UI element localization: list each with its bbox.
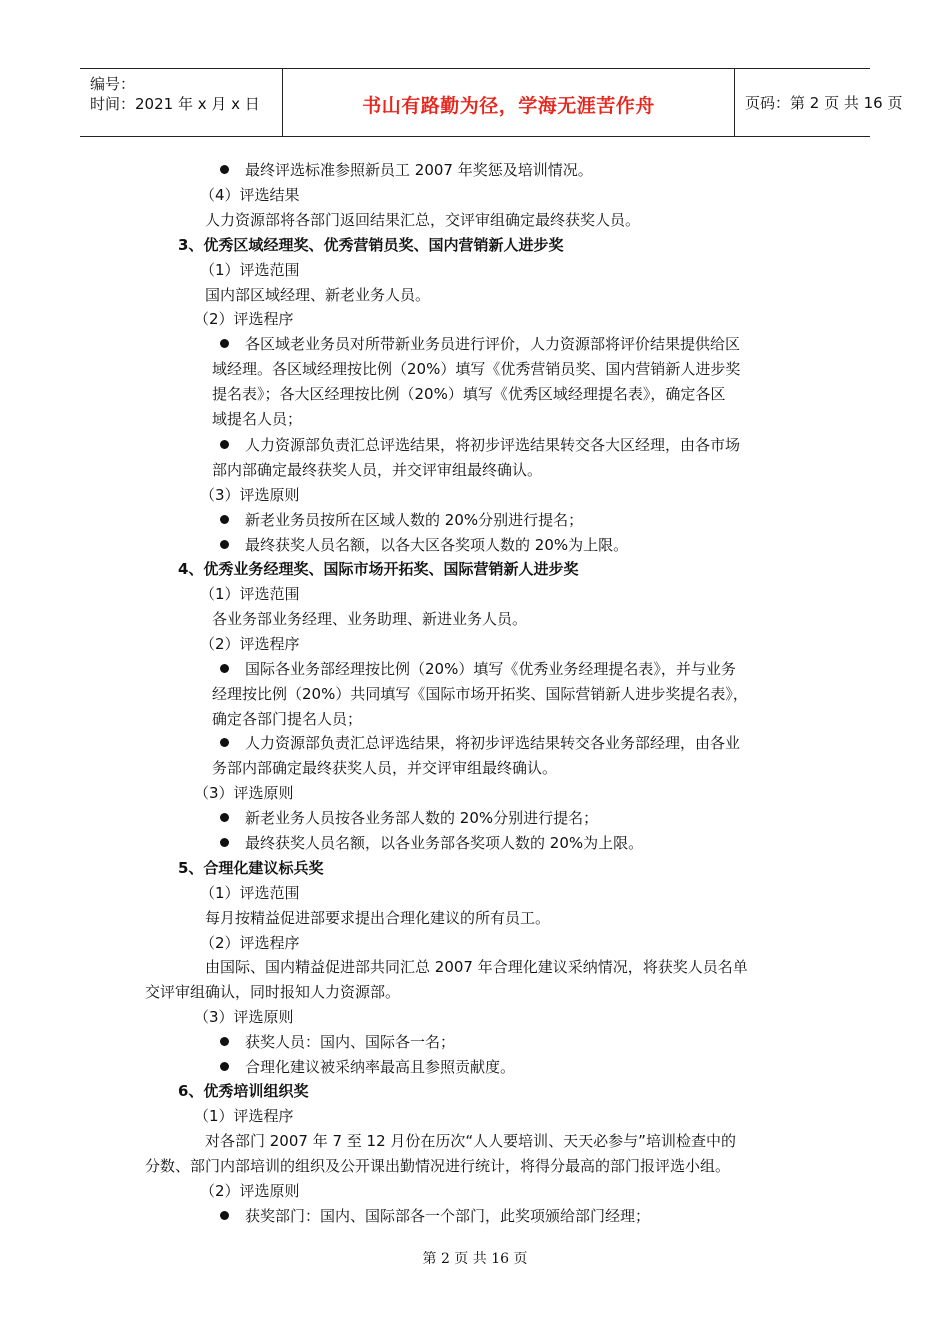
body-line: 获奖人员：国内、国际各一名； [245, 1033, 456, 1051]
body-line: 各业务部业务经理、业务助理、新进业务人员。 [212, 610, 528, 628]
body-line: 部内部确定最终获奖人员，并交评审组最终确认。 [212, 461, 543, 479]
subheading: （2）评选原则 [200, 1182, 300, 1200]
body-line: 人力资源部将各部门返回结果汇总，交评审组确定最终获奖人员。 [205, 211, 641, 229]
header-page-cell [735, 69, 903, 136]
subheading: （1）评选范围 [200, 261, 300, 279]
header-page-info: 页码：第 2 页 共 16 页 [745, 94, 903, 112]
subheading: （3）评选原则 [200, 486, 300, 504]
bullet-icon [220, 540, 229, 549]
body-line: 新老业务人员按各业务部人数的 20%分别进行提名； [245, 809, 599, 827]
body-line: 国际各业务部经理按比例（20%）填写《优秀业务经理提名表》，并与业务 [245, 660, 736, 678]
bullet-icon [220, 738, 229, 747]
body-line: 人力资源部负责汇总评选结果，将初步评选结果转交各大区经理，由各市场 [245, 436, 741, 454]
body-line: 域经理。各区域经理按比例（20%）填写《优秀营销员奖、国内营销新人进步奖 [212, 360, 741, 378]
body-line: 各区域老业务员对所带新业务员进行评价，人力资源部将评价结果提供给区 [245, 335, 741, 353]
body-line: 对各部门 2007 年 7 至 12 月份在历次“人人要培训、天天必参与”培训检查中的 [205, 1132, 736, 1150]
bullet-icon [220, 339, 229, 348]
body-line: 交评审组确认，同时报知人力资源部。 [145, 983, 401, 1001]
bullet-icon [220, 165, 229, 174]
body-line: 提名表》；各大区经理按比例（20%）填写《优秀区域经理提名表》，确定各区 [212, 385, 726, 403]
subheading: （1）评选范围 [200, 585, 300, 603]
bullet-icon [220, 440, 229, 449]
body-line: 最终获奖人员名额，以各业务部各奖项人数的 20%为上限。 [245, 834, 644, 852]
bullet-icon [220, 838, 229, 847]
subheading: （3）评选原则 [194, 784, 294, 802]
body-line: 新老业务员按所在区域人数的 20%分别进行提名； [245, 511, 584, 529]
body-line: 最终评选标准参照新员工 2007 年奖惩及培训情况。 [245, 161, 593, 179]
bullet-icon [220, 1211, 229, 1220]
doc-date-label: 时间：2021 年 x 月 x 日 [90, 95, 260, 113]
bullet-icon [220, 813, 229, 822]
body-line: 获奖部门：国内、国际部各一个部门，此奖项颁给部门经理； [245, 1207, 651, 1225]
section-5-title: 5、合理化建议标兵奖 [178, 859, 324, 877]
subheading: （2）评选程序 [200, 635, 300, 653]
subheading: （2）评选程序 [194, 310, 294, 328]
body-line: 人力资源部负责汇总评选结果，将初步评选结果转交各业务部经理，由各业 [245, 734, 741, 752]
page-footer: 第 2 页 共 16 页 [422, 1251, 528, 1267]
header-motto: 书山有路勤为径，学海无涯苦作舟 [362, 95, 655, 117]
page-header [80, 68, 903, 137]
section-6-title: 6、优秀培训组织奖 [178, 1082, 309, 1100]
body-line: 务部内部确定最终获奖人员，并交评审组最终确认。 [212, 759, 558, 777]
section-4-title: 4、优秀业务经理奖、国际市场开拓奖、国际营销新人进步奖 [178, 560, 579, 578]
body-line: 合理化建议被采纳率最高且参照贡献度。 [245, 1058, 516, 1076]
body-line: 由国际、国内精益促进部共同汇总 2007 年合理化建议采纳情况，将获奖人员名单 [205, 958, 748, 976]
bullet-icon [220, 664, 229, 673]
subheading: （1）评选程序 [194, 1107, 294, 1125]
section-3-title: 3、优秀区域经理奖、优秀营销员奖、国内营销新人进步奖 [178, 236, 564, 254]
subheading: （1）评选范围 [200, 884, 300, 902]
subheading: （4）评选结果 [200, 186, 300, 204]
body-line: 确定各部门提名人员； [212, 710, 363, 728]
body-line: 国内部区域经理、新老业务人员。 [205, 286, 431, 304]
subheading: （3）评选原则 [194, 1008, 294, 1026]
header-motto-cell [283, 69, 735, 136]
subheading: （2）评选程序 [200, 934, 300, 952]
header-left-cell [80, 69, 283, 136]
body-line: 每月按精益促进部要求提出合理化建议的所有员工。 [205, 909, 551, 927]
body-line: 域提名人员； [212, 410, 303, 428]
bullet-icon [220, 515, 229, 524]
doc-number-label: 编号： [90, 75, 136, 93]
bullet-icon [220, 1037, 229, 1046]
body-line: 分数、部门内部培训的组织及公开课出勤情况进行统计，将得分最高的部门报评选小组。 [145, 1157, 731, 1175]
body-line: 最终获奖人员名额，以各大区各奖项人数的 20%为上限。 [245, 536, 629, 554]
body-line: 经理按比例（20%）共同填写《国际市场开拓奖、国际营销新人进步奖提名表》， [212, 685, 748, 703]
bullet-icon [220, 1062, 229, 1071]
